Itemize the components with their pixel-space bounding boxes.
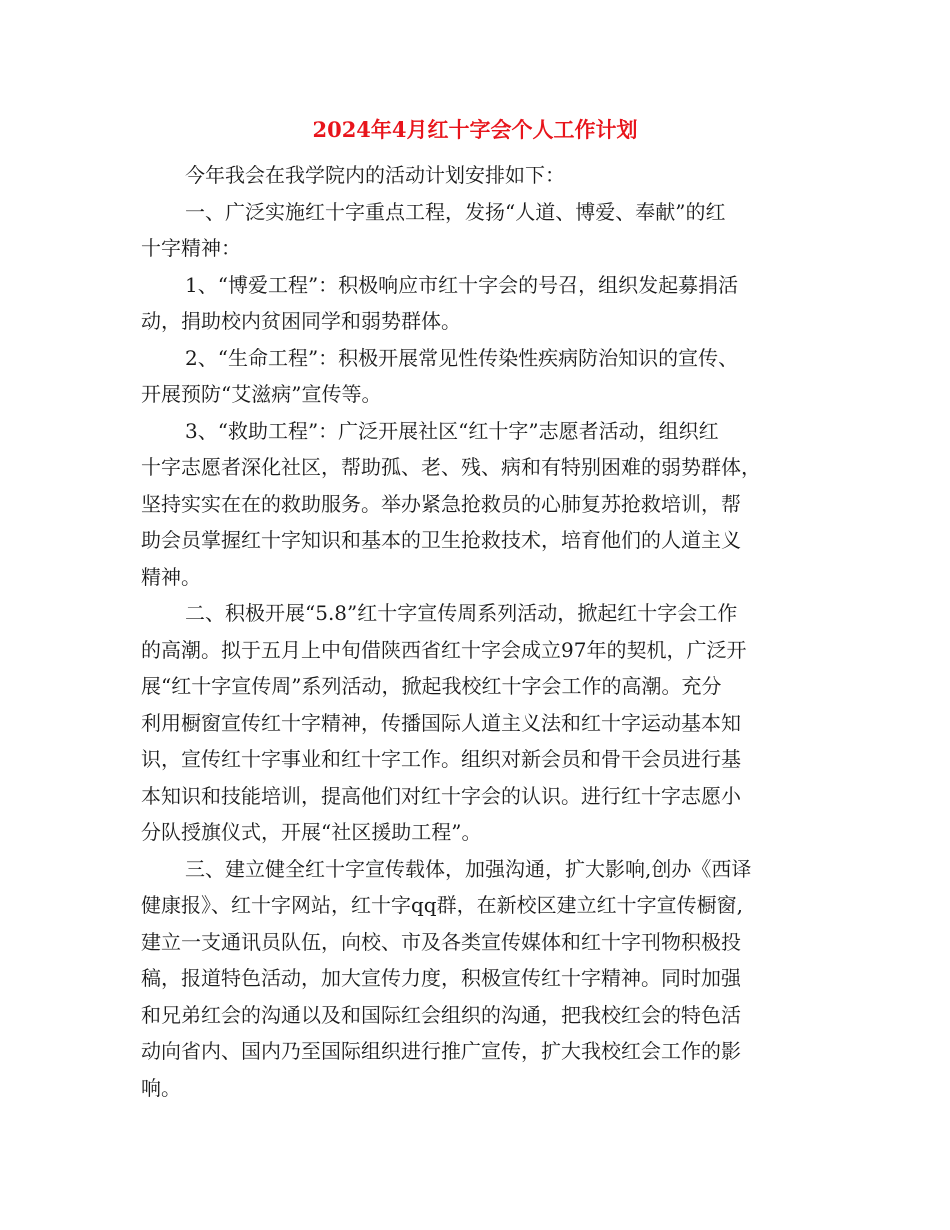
document-title: 2024年4月红十字会个人工作计划 (312, 117, 638, 142)
body-text-line: 十字志愿者深化社区，帮助孤、老、残、病和有特别困难的弱势群体， (141, 455, 761, 479)
body-text-line: 健康报》、红十字网站，红十字qq群，在新校区建立红十字宣传橱窗, (141, 893, 743, 917)
body-text-line: 1、“博爱工程”：积极响应市红十字会的号召，组织发起募捐活 (185, 272, 739, 297)
body-text-line: 助会员掌握红十字知识和基本的卫生抢救技术，培育他们的人道主义 (141, 528, 741, 552)
body-text-line: 动向省内、国内乃至国际组织进行推广宣传，扩大我校红会工作的影 (141, 1039, 741, 1063)
body-text-line: 展“红十字宣传周”系列活动，掀起我校红十字会工作的高潮。充分 (141, 674, 722, 698)
body-text-line: 识，宣传红十字事业和红十字工作。组织对新会员和骨干会员进行基 (141, 747, 741, 771)
body-text-line: 3、“救助工程”：广泛开展社区“红十字”志愿者活动，组织红 (185, 418, 719, 443)
body-text-line: 精神。 (141, 564, 201, 589)
body-text-line: 稿，报道特色活动，加大宣传力度，积极宣传红十字精神。同时加强 (141, 966, 741, 990)
body-text-line: 一、广泛实施红十字重点工程，发扬“人道、博爱、奉献”的红 (185, 199, 726, 224)
body-text-line: 的高潮。拟于五月上中旬借陕西省红十字会成立97年的契机，广泛开 (141, 637, 747, 662)
body-text-line: 和兄弟红会的沟通以及和国际红会组织的沟通，把我校红会的特色活 (141, 1002, 741, 1027)
body-text-line: 坚持实实在在的救助服务。举办紧急抢救员的心肺复苏抢救培训，帮 (141, 491, 741, 516)
body-text-line: 分队授旗仪式，开展“社区援助工程”。 (141, 820, 482, 844)
body-text-line: 动，捐助校内贫困同学和弱势群体。 (141, 309, 461, 333)
body-text-line: 建立一支通讯员队伍，向校、市及各类宣传媒体和红十字刊物积极投 (141, 929, 741, 954)
body-text-line: 二、积极开展“5.8”红十字宣传周系列活动，掀起红十字会工作 (185, 601, 738, 625)
body-text-line: 本知识和技能培训，提高他们对红十字会的认识。进行红十字志愿小 (141, 783, 741, 808)
body-text-line: 响。 (141, 1075, 181, 1100)
body-text-line: 今年我会在我学院内的活动计划安排如下： (185, 163, 565, 187)
document-body (141, 157, 813, 1106)
body-text-line: 十字精神： (141, 236, 241, 260)
body-text-line: 2、“生命工程”：积极开展常见性传染性疾病防治知识的宣传、 (185, 345, 739, 370)
body-text-line: 三、建立健全红十字宣传载体，加强沟通，扩大影响,创办《西译 (185, 856, 752, 881)
body-text-line: 开展预防“艾滋病”宣传等。 (141, 382, 382, 406)
body-text-line: 利用橱窗宣传红十字精神，传播国际人道主义法和红十字运动基本知 (141, 710, 741, 735)
